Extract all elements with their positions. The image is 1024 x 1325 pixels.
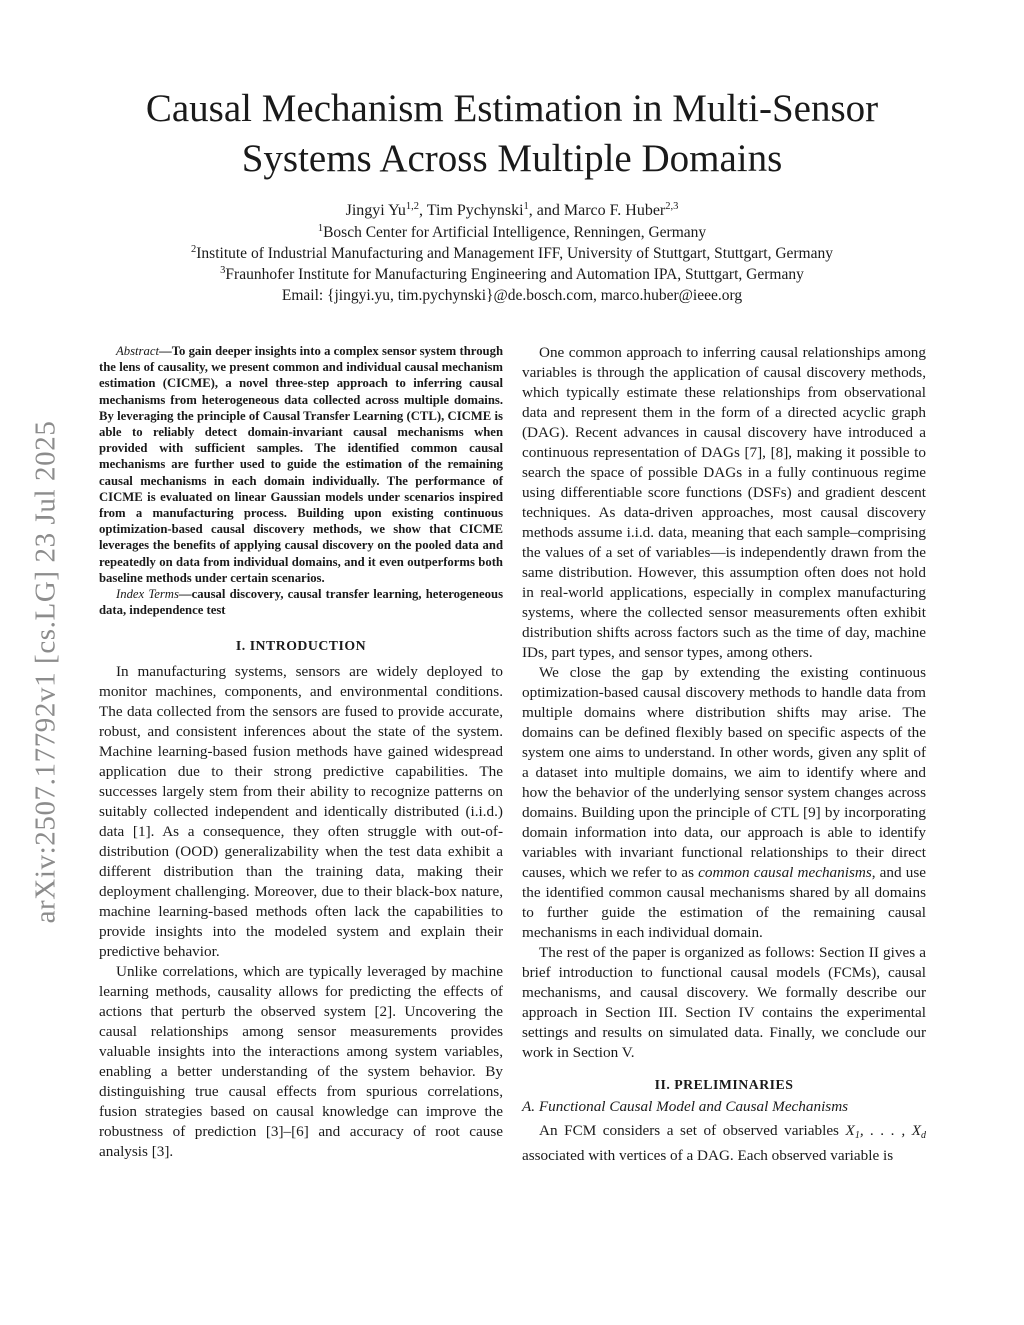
title-line-2: Systems Across Multiple Domains	[241, 137, 783, 180]
math-x: X	[845, 1122, 855, 1139]
paper-title	[100, 84, 924, 184]
index-terms-label: Index Terms	[116, 587, 179, 602]
author-2: , Tim Pychynski	[419, 202, 524, 219]
arxiv-identifier-stamp: arXiv:2507.17792v1 [cs.LG] 23 Jul 2025	[29, 420, 62, 924]
math-subscript-d: d	[921, 1130, 926, 1141]
math-ellipsis-x: , . . . , X	[859, 1122, 921, 1139]
index-terms	[99, 586, 503, 618]
abstract	[99, 343, 503, 586]
author-2-affil: 1	[523, 201, 529, 213]
author-3-affil: 2,3	[665, 201, 679, 213]
affiliation-1-text: Bosch Center for Artificial Intelligence, Renningen, Germany	[323, 224, 707, 241]
intro-paragraph-2: Unlike correlations, which are typically leveraged by machine learning methods, causality allows for predicting the effects of actions that perturb the observed system [2]. Uncovering the causal relationships among sensor measurements provides valuable insights into the interactions among system variables, enabling a better understanding of the system behavior. By distinguishing true causal effects from spurious correlations, fusion strategies based on causal knowledge can improve the robustness of prediction [3]–[6] and accuracy of root cause analysis [3].	[99, 963, 503, 1161]
index-terms-text: —causal discovery, causal transfer learning, heterogeneous data, independence test	[99, 587, 504, 618]
affiliation-1-number: 1	[317, 223, 324, 235]
section-1-heading: I. INTRODUCTION	[235, 638, 367, 654]
author-1-affil: 1,2	[405, 201, 420, 213]
fcm-text-start: An FCM considers a set of observed variables	[539, 1122, 846, 1139]
affiliation-2	[60, 243, 964, 264]
affiliation-2-text: Institute of Industrial Manufacturing and Management IFF, University of Stuttgart, Stuttgart, Germany	[196, 245, 833, 262]
subsection-a-heading: A. Functional Causal Model and Causal Mechanisms	[522, 1098, 849, 1115]
author-1: Jingyi Yu	[345, 202, 406, 219]
common-causal-mechanisms-term: common causal mechanisms	[698, 864, 872, 881]
intro-paragraph-3: One common approach to inferring causal relationships among variables is through the application of causal discovery methods, which typically estimate these relationships from observational data and represent them in the form of a directed acyclic graph (DAG). Recent advances in causal discovery have introduced a continuous representation of DAGs [7], [8], making it possible to search the space of possible DAGs in a fully continuous regime using differentiable score functions (DSFs) and gradient descent techniques. As data-driven approaches, most causal discovery methods assume i.i.d. data, meaning that each sample–comprising the values of a set of variables—is independently drawn from the same distribution. However, this assumption often does not hold in real-world applications, especially in complex manufacturing systems, where the collected sensor measurements often exhibit distribution shifts across factors such as the time of day, machine IDs, part types, and sensor types, among others.	[522, 344, 926, 661]
affiliation-2-number: 2	[191, 244, 197, 256]
affiliation-3-number: 3	[220, 265, 226, 277]
abstract-text: —To gain deeper insights into a complex sensor system through the lens of causality, we present common and individual causal mechanism estimation (CICME), a novel three-step approach to inferring causal mechanisms from heterogeneous data collected across multiple domains. By leveraging the principle of Causal Transfer Learning (CTL), CICME is able to reliably detect domain-invariant causal mechanisms when provided with sufficient samples. The identified common causal mechanisms are further used to guide the estimation of the remaining causal mechanisms in each domain individually. The performance of CICME is evaluated on linear Gaussian models under scenarios inspired from a manufacturing process. Building upon existing continuous optimization-based causal discovery methods, we show that CICME leverages the benefits of applying causal discovery on the pooled data and repeatedly on data from individual domains, and it even outperforms both baseline methods under certain scenarios.	[99, 344, 503, 585]
affiliation-3	[60, 264, 964, 285]
math-subscript-1: 1	[854, 1130, 860, 1141]
math-variable	[846, 1122, 926, 1139]
abstract-label: Abstract	[116, 344, 159, 358]
preliminaries-paragraph-1	[522, 1121, 926, 1166]
author-block	[60, 200, 964, 306]
intro-paragraph-1: In manufacturing systems, sensors are widely deployed to monitor machines, components, and environmental conditions. The data collected from the sensors are fused to provide accurate, robust, and consistent inferences about the state of the system. Machine learning-based fusion methods have gained widespread application due to their strong predictive capabilities. The successes largely stem from their ability to recognize patterns on suitably collected independent and identically distributed (i.i.d.) data [1]. As a consequence, they often struggle with out-of-distribution (OOD) generalizability when the test data exhibit a different distribution than the training data, making their deployment challenging. Moreover, due to their black-box nature, machine learning-based methods often lack the capabilities to provide insights into the modeled system and explain their predictive behavior.	[99, 663, 503, 961]
title-line-1: Causal Mechanism Estimation in Multi-Sensor	[145, 87, 879, 130]
intro-paragraph-4	[522, 663, 926, 943]
intro-paragraph-5: The rest of the paper is organized as follows: Section II gives a brief introduction to functional causal models (FCMs), causal mechanisms, and causal discovery. We formally describe our approach in Section III. Section IV contains the experimental settings and results on simulated data. Finally, we conclude our work in Section V.	[522, 944, 926, 1061]
author-names	[60, 200, 964, 221]
intro-paragraph-4-end: , and use the identified common causal mechanisms shared by all domains to further guide the estimation of the remaining causal mechanisms in each individual domain.	[522, 864, 926, 941]
author-3: , and Marco F. Huber	[528, 202, 666, 219]
intro-paragraph-4-start: We close the gap by extending the existing continuous optimization-based causal discovery methods to handle data from multiple domains where distribution shifts may arise. The domains can be defined flexibly based on specific aspects of the system one aims to understand. In other words, given any split of a dataset into multiple domains, we aim to identify where and how the behavior of the underlying sensor system changes across domains. Building upon the principle of CTL [9] by incorporating domain information into data, our approach is able to identify variables with invariant functional relationships to their direct causes, which we refer to as	[522, 664, 926, 881]
section-2-heading: II. PRELIMINARIES	[654, 1077, 794, 1092]
left-column	[99, 343, 503, 1162]
affiliation-3-text: Fraunhofer Institute for Manufacturing Engineering and Automation IPA, Stuttgart, Germany	[225, 266, 804, 283]
right-column	[522, 343, 926, 1166]
author-emails: Email: {jingyi.yu, tim.pychynski}@de.bosch.com, marco.huber@ieee.org	[281, 287, 743, 304]
fcm-text-end: associated with vertices of a DAG. Each observed variable is	[522, 1147, 894, 1164]
affiliation-1	[60, 222, 964, 243]
